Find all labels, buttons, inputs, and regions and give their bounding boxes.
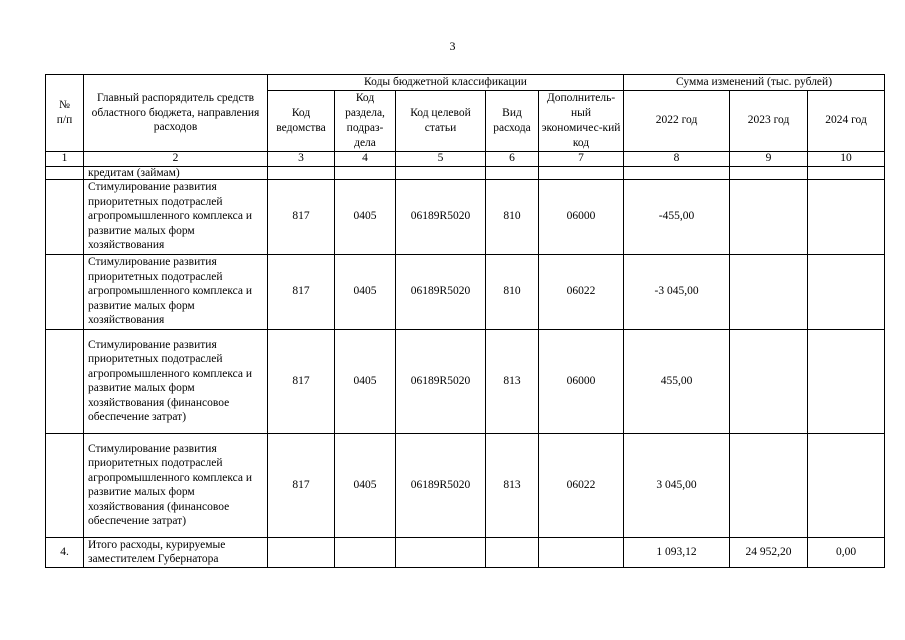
header-year-2023: 2023 год: [730, 90, 808, 151]
cell-target: 06189R5020: [396, 179, 486, 254]
cell-2022: -3 045,00: [624, 254, 730, 329]
column-number: 2: [84, 151, 268, 166]
cell-empty: [396, 166, 486, 179]
cell-econ-code: 06000: [539, 329, 624, 433]
column-numbers-row: [46, 151, 885, 166]
header-code-expense-type: Вид расхода: [486, 90, 539, 151]
table-row: [46, 433, 885, 537]
cell-empty: [268, 166, 335, 179]
cell-num: [46, 166, 84, 179]
table-row: [46, 179, 885, 254]
cell-target: 06189R5020: [396, 254, 486, 329]
table-row-total: [46, 537, 885, 567]
cell-section: 0405: [335, 329, 396, 433]
column-number: 7: [539, 151, 624, 166]
table-header: [46, 75, 885, 167]
column-number: 6: [486, 151, 539, 166]
cell-empty: [396, 537, 486, 567]
cell-section: 0405: [335, 179, 396, 254]
table-row: [46, 254, 885, 329]
cell-empty: [268, 537, 335, 567]
cell-2024: 0,00: [808, 537, 885, 567]
cell-empty: [539, 537, 624, 567]
cell-expense-type: 813: [486, 433, 539, 537]
cell-expense-type: 810: [486, 254, 539, 329]
cell-target: 06189R5020: [396, 329, 486, 433]
cell-name: Стимулирование развития приоритетных подотраслей агропромышленного комплекса и развитие малых форм хозяйствования: [84, 254, 268, 329]
budget-changes-table: [45, 74, 885, 568]
cell-name: кредитам (займам): [84, 166, 268, 179]
header-year-2022: 2022 год: [624, 90, 730, 151]
cell-econ-code: 06022: [539, 254, 624, 329]
header-code-dept: Код ведомства: [268, 90, 335, 151]
cell-dept: 817: [268, 329, 335, 433]
cell-2024: [808, 329, 885, 433]
cell-empty: [808, 166, 885, 179]
cell-empty: [486, 166, 539, 179]
cell-2022: 455,00: [624, 329, 730, 433]
column-number: 10: [808, 151, 885, 166]
cell-num: [46, 179, 84, 254]
cell-section: 0405: [335, 433, 396, 537]
cell-empty: [486, 537, 539, 567]
cell-2022: 1 093,12: [624, 537, 730, 567]
header-year-2024: 2024 год: [808, 90, 885, 151]
table-row: [46, 329, 885, 433]
cell-2023: [730, 329, 808, 433]
header-num: № п/п: [46, 75, 84, 152]
cell-num: [46, 433, 84, 537]
table-row-carry: [46, 166, 885, 179]
cell-dept: 817: [268, 254, 335, 329]
column-number: 3: [268, 151, 335, 166]
cell-expense-type: 813: [486, 329, 539, 433]
cell-num: 4.: [46, 537, 84, 567]
cell-2023: [730, 433, 808, 537]
cell-2022: -455,00: [624, 179, 730, 254]
cell-2024: [808, 433, 885, 537]
cell-2022: 3 045,00: [624, 433, 730, 537]
cell-econ-code: 06022: [539, 433, 624, 537]
cell-name: Итого расходы, курируемые заместителем Губернатора: [84, 537, 268, 567]
cell-empty: [730, 166, 808, 179]
header-name: Главный распорядитель средств областного бюджета, направления расходов: [84, 75, 268, 152]
cell-2024: [808, 254, 885, 329]
cell-dept: 817: [268, 433, 335, 537]
cell-num: [46, 329, 84, 433]
cell-2024: [808, 179, 885, 254]
column-number: 4: [335, 151, 396, 166]
cell-expense-type: 810: [486, 179, 539, 254]
cell-name: Стимулирование развития приоритетных подотраслей агропромышленного комплекса и развитие малых форм хозяйствования: [84, 179, 268, 254]
cell-name: Стимулирование развития приоритетных подотраслей агропромышленного комплекса и развитие малых форм хозяйствования (финансовое обеспечение затрат): [84, 329, 268, 433]
cell-empty: [539, 166, 624, 179]
header-code-econ: Дополнитель-ный экономичес-кий код: [539, 90, 624, 151]
cell-target: 06189R5020: [396, 433, 486, 537]
cell-section: 0405: [335, 254, 396, 329]
cell-empty: [335, 166, 396, 179]
table-body: [46, 166, 885, 567]
column-number: 1: [46, 151, 84, 166]
page-number: 3: [449, 39, 456, 53]
header-code-section: Код раздела, подраз-дела: [335, 90, 396, 151]
cell-2023: 24 952,20: [730, 537, 808, 567]
column-number: 9: [730, 151, 808, 166]
header-codes-group: Коды бюджетной классификации: [268, 75, 624, 91]
column-number: 8: [624, 151, 730, 166]
header-sums-group: Сумма изменений (тыс. рублей): [624, 75, 885, 91]
cell-econ-code: 06000: [539, 179, 624, 254]
cell-empty: [335, 537, 396, 567]
cell-name: Стимулирование развития приоритетных подотраслей агропромышленного комплекса и развитие малых форм хозяйствования (финансовое обеспечение затрат): [84, 433, 268, 537]
column-number: 5: [396, 151, 486, 166]
header-code-target: Код целевой статьи: [396, 90, 486, 151]
cell-num: [46, 254, 84, 329]
cell-2023: [730, 179, 808, 254]
cell-2023: [730, 254, 808, 329]
cell-dept: 817: [268, 179, 335, 254]
cell-empty: [624, 166, 730, 179]
